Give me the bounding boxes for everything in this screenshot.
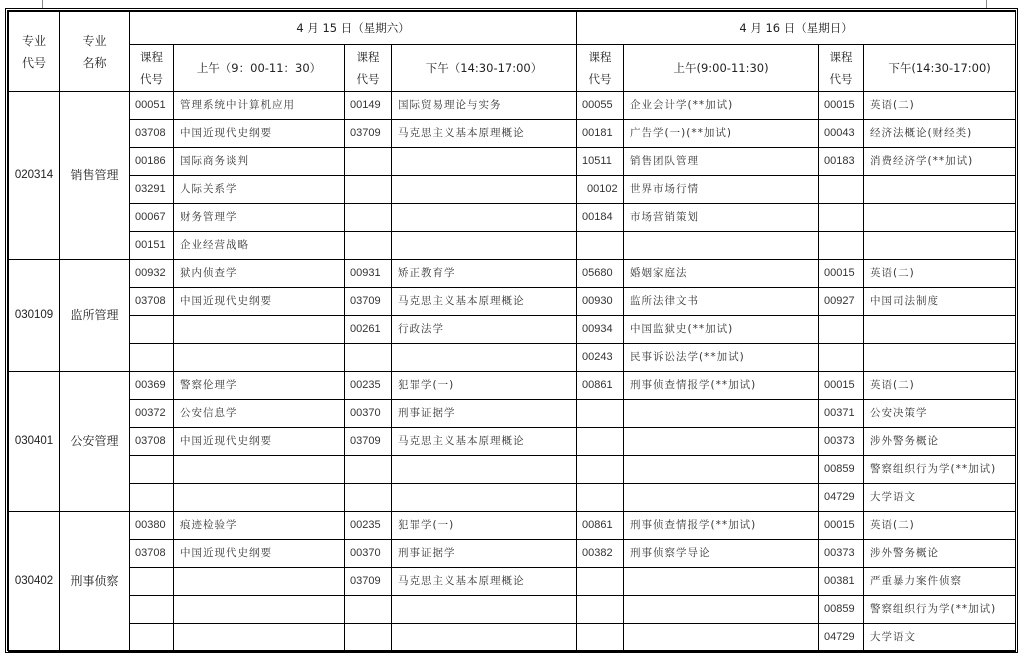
course-name-cell: 国际贸易理论与实务 (392, 92, 577, 120)
course-name-cell (174, 456, 345, 484)
course-code-cell: 03708 (130, 540, 174, 568)
course-code-cell: 05680 (577, 260, 624, 288)
course-code-cell: 03709 (345, 568, 392, 596)
course-code-cell (577, 400, 624, 428)
course-code-cell: 00015 (819, 260, 864, 288)
course-code-cell: 00927 (819, 288, 864, 316)
course-name-cell: 管理系统中计算机应用 (174, 92, 345, 120)
header-row-sessions (9, 45, 1016, 92)
course-code-cell (345, 148, 392, 176)
course-code-cell: 00184 (577, 204, 624, 232)
course-code-cell (345, 204, 392, 232)
course-name-cell: 马克思主义基本原理概论 (392, 288, 577, 316)
header-course-code: 课程 代号 (819, 45, 864, 92)
table-row (9, 456, 1016, 484)
course-code-cell: 00373 (819, 428, 864, 456)
course-code-cell (345, 344, 392, 372)
course-code-cell: 00186 (130, 148, 174, 176)
major-name: 监所管理 (60, 260, 130, 372)
course-name-cell (174, 344, 345, 372)
table-row (9, 512, 1016, 540)
header-course-code: 课程 代号 (130, 45, 174, 92)
course-name-cell: 刑事证据学 (392, 540, 577, 568)
course-name-cell: 刑事证据学 (392, 400, 577, 428)
course-code-cell: 00859 (819, 456, 864, 484)
table-row (9, 484, 1016, 512)
major-name: 销售管理 (60, 92, 130, 260)
header-day2-pm: 下午(14:30-17:00) (864, 45, 1016, 92)
course-name-cell: 财务管理学 (174, 204, 345, 232)
course-name-cell (174, 568, 345, 596)
header-day2-date: 4 月 16 日（星期日） (577, 12, 1016, 45)
course-code-cell: 04729 (819, 484, 864, 512)
course-name-cell (624, 232, 819, 260)
course-name-cell: 狱内侦查学 (174, 260, 345, 288)
table-row (9, 288, 1016, 316)
course-name-cell: 市场营销策划 (624, 204, 819, 232)
course-name-cell (624, 568, 819, 596)
course-code-cell (345, 596, 392, 624)
course-name-cell: 英语(二) (864, 372, 1016, 400)
course-code-cell: 00381 (819, 568, 864, 596)
major-code: 030402 (9, 512, 60, 652)
table-row (9, 92, 1016, 120)
course-name-cell: 公安决策学 (864, 400, 1016, 428)
table-row (9, 232, 1016, 260)
course-code-cell: 00051 (130, 92, 174, 120)
course-code-cell (577, 568, 624, 596)
course-name-cell (392, 596, 577, 624)
header-day2-am: 上午(9:00-11:30) (624, 45, 819, 92)
course-name-cell (392, 232, 577, 260)
course-code-cell (130, 568, 174, 596)
course-code-cell: 00934 (577, 316, 624, 344)
course-name-cell (624, 456, 819, 484)
course-code-cell: 03708 (130, 428, 174, 456)
course-name-cell (624, 400, 819, 428)
course-name-cell (864, 316, 1016, 344)
course-code-cell: 00102 (577, 176, 624, 204)
course-name-cell: 大学语文 (864, 624, 1016, 652)
header-row-dates (9, 12, 1016, 45)
course-code-cell (819, 232, 864, 260)
table-row (9, 344, 1016, 372)
course-name-cell: 中国近现代史纲要 (174, 288, 345, 316)
header-major-code: 专业 代号 (9, 12, 60, 92)
course-code-cell (130, 624, 174, 652)
table-row (9, 568, 1016, 596)
table-row (9, 428, 1016, 456)
course-name-cell: 警察伦理学 (174, 372, 345, 400)
course-name-cell (864, 232, 1016, 260)
course-name-cell (864, 176, 1016, 204)
course-name-cell: 企业经营战略 (174, 232, 345, 260)
course-code-cell (819, 204, 864, 232)
table-row (9, 260, 1016, 288)
exam-schedule-table (8, 11, 1016, 652)
course-name-cell (174, 596, 345, 624)
ruler-tick (986, 0, 987, 8)
course-name-cell (392, 456, 577, 484)
course-name-cell: 英语(二) (864, 92, 1016, 120)
course-code-cell: 00382 (577, 540, 624, 568)
course-name-cell: 刑事侦察学导论 (624, 540, 819, 568)
course-name-cell: 监所法律文书 (624, 288, 819, 316)
course-code-cell: 00235 (345, 512, 392, 540)
course-code-cell (819, 176, 864, 204)
course-code-cell: 00373 (819, 540, 864, 568)
course-code-cell: 00055 (577, 92, 624, 120)
course-name-cell: 犯罪学(一) (392, 372, 577, 400)
course-code-cell (345, 484, 392, 512)
course-name-cell: 刑事侦查情报学(**加试) (624, 372, 819, 400)
course-code-cell: 03708 (130, 120, 174, 148)
course-code-cell: 00235 (345, 372, 392, 400)
course-code-cell: 00861 (577, 512, 624, 540)
course-code-cell: 03708 (130, 288, 174, 316)
course-code-cell (130, 316, 174, 344)
course-code-cell: 03709 (345, 120, 392, 148)
course-code-cell (130, 456, 174, 484)
course-name-cell: 中国近现代史纲要 (174, 428, 345, 456)
course-name-cell: 广告学(一)(**加试) (624, 120, 819, 148)
course-code-cell: 00015 (819, 512, 864, 540)
course-name-cell: 刑事侦查情报学(**加试) (624, 512, 819, 540)
course-name-cell: 涉外警务概论 (864, 428, 1016, 456)
header-major-name: 专业 名称 (60, 12, 130, 92)
course-name-cell: 马克思主义基本原理概论 (392, 568, 577, 596)
course-code-cell: 03709 (345, 428, 392, 456)
major-name: 公安管理 (60, 372, 130, 512)
course-code-cell: 03291 (130, 176, 174, 204)
course-name-cell (864, 204, 1016, 232)
course-name-cell: 民事诉讼法学(**加试) (624, 344, 819, 372)
course-name-cell: 世界市场行情 (624, 176, 819, 204)
course-code-cell (819, 316, 864, 344)
course-code-cell: 00067 (130, 204, 174, 232)
exam-schedule-table-frame (5, 8, 1018, 653)
course-code-cell (577, 456, 624, 484)
header-course-code: 课程 代号 (345, 45, 392, 92)
course-name-cell: 国际商务谈判 (174, 148, 345, 176)
course-code-cell: 00015 (819, 92, 864, 120)
course-name-cell: 警察组织行为学(**加试) (864, 456, 1016, 484)
course-name-cell: 涉外警务概论 (864, 540, 1016, 568)
course-name-cell: 中国司法制度 (864, 288, 1016, 316)
course-code-cell (577, 232, 624, 260)
course-name-cell: 企业会计学(**加试) (624, 92, 819, 120)
course-name-cell: 马克思主义基本原理概论 (392, 120, 577, 148)
course-name-cell (624, 484, 819, 512)
table-row (9, 596, 1016, 624)
course-code-cell: 00861 (577, 372, 624, 400)
course-code-cell (577, 624, 624, 652)
course-code-cell: 00370 (345, 400, 392, 428)
table-row (9, 400, 1016, 428)
table-row (9, 316, 1016, 344)
course-code-cell (130, 596, 174, 624)
course-name-cell (392, 484, 577, 512)
course-name-cell: 中国近现代史纲要 (174, 120, 345, 148)
course-name-cell: 中国近现代史纲要 (174, 540, 345, 568)
course-name-cell (392, 148, 577, 176)
course-code-cell: 00151 (130, 232, 174, 260)
course-name-cell (392, 344, 577, 372)
course-name-cell (864, 344, 1016, 372)
course-code-cell (345, 232, 392, 260)
course-code-cell (345, 456, 392, 484)
course-code-cell: 00243 (577, 344, 624, 372)
course-code-cell: 00371 (819, 400, 864, 428)
course-code-cell: 03709 (345, 288, 392, 316)
major-code: 030401 (9, 372, 60, 512)
major-code: 030109 (9, 260, 60, 372)
course-name-cell (392, 176, 577, 204)
course-code-cell: 00932 (130, 260, 174, 288)
course-name-cell (392, 204, 577, 232)
table-row (9, 372, 1016, 400)
header-day1-pm: 下午（14:30-17:00） (392, 45, 577, 92)
course-name-cell: 公安信息学 (174, 400, 345, 428)
table-row (9, 120, 1016, 148)
course-code-cell: 00015 (819, 372, 864, 400)
course-code-cell (345, 624, 392, 652)
course-code-cell (130, 484, 174, 512)
major-name: 刑事侦察 (60, 512, 130, 652)
course-code-cell: 00931 (345, 260, 392, 288)
course-code-cell: 00261 (345, 316, 392, 344)
course-code-cell: 00181 (577, 120, 624, 148)
course-name-cell: 矫正教育学 (392, 260, 577, 288)
course-name-cell (624, 624, 819, 652)
course-name-cell (624, 596, 819, 624)
course-name-cell: 马克思主义基本原理概论 (392, 428, 577, 456)
course-name-cell: 犯罪学(一) (392, 512, 577, 540)
course-code-cell (345, 176, 392, 204)
header-day1-date: 4 月 15 日（星期六） (130, 12, 577, 45)
major-code: 020314 (9, 92, 60, 260)
course-code-cell: 00370 (345, 540, 392, 568)
course-name-cell (174, 624, 345, 652)
course-name-cell: 消费经济学(**加试) (864, 148, 1016, 176)
course-name-cell: 销售团队管理 (624, 148, 819, 176)
table-row (9, 540, 1016, 568)
course-name-cell: 经济法概论(财经类) (864, 120, 1016, 148)
table-row (9, 148, 1016, 176)
course-code-cell (577, 484, 624, 512)
table-row (9, 176, 1016, 204)
course-name-cell: 中国监狱史(**加试) (624, 316, 819, 344)
course-name-cell (174, 316, 345, 344)
course-code-cell (130, 344, 174, 372)
header-day1-am: 上午（9：00-11：30） (174, 45, 345, 92)
course-name-cell: 严重暴力案件侦察 (864, 568, 1016, 596)
course-name-cell: 婚姻家庭法 (624, 260, 819, 288)
course-name-cell: 痕迹检验学 (174, 512, 345, 540)
course-name-cell: 人际关系学 (174, 176, 345, 204)
course-code-cell (577, 596, 624, 624)
course-code-cell: 00183 (819, 148, 864, 176)
course-code-cell: 00930 (577, 288, 624, 316)
course-name-cell: 英语(二) (864, 260, 1016, 288)
course-name-cell: 英语(二) (864, 512, 1016, 540)
course-name-cell (392, 624, 577, 652)
course-name-cell (174, 484, 345, 512)
table-row (9, 624, 1016, 652)
header-course-code: 课程 代号 (577, 45, 624, 92)
course-name-cell: 大学语文 (864, 484, 1016, 512)
course-code-cell: 00380 (130, 512, 174, 540)
course-code-cell: 10511 (577, 148, 624, 176)
course-code-cell: 00149 (345, 92, 392, 120)
course-code-cell (819, 344, 864, 372)
course-code-cell: 00369 (130, 372, 174, 400)
course-code-cell: 04729 (819, 624, 864, 652)
course-name-cell: 警察组织行为学(**加试) (864, 596, 1016, 624)
ruler-tick (42, 0, 43, 8)
course-code-cell (577, 428, 624, 456)
course-code-cell: 00043 (819, 120, 864, 148)
course-code-cell: 00859 (819, 596, 864, 624)
course-name-cell (624, 428, 819, 456)
course-code-cell: 00372 (130, 400, 174, 428)
course-name-cell: 行政法学 (392, 316, 577, 344)
table-row (9, 204, 1016, 232)
